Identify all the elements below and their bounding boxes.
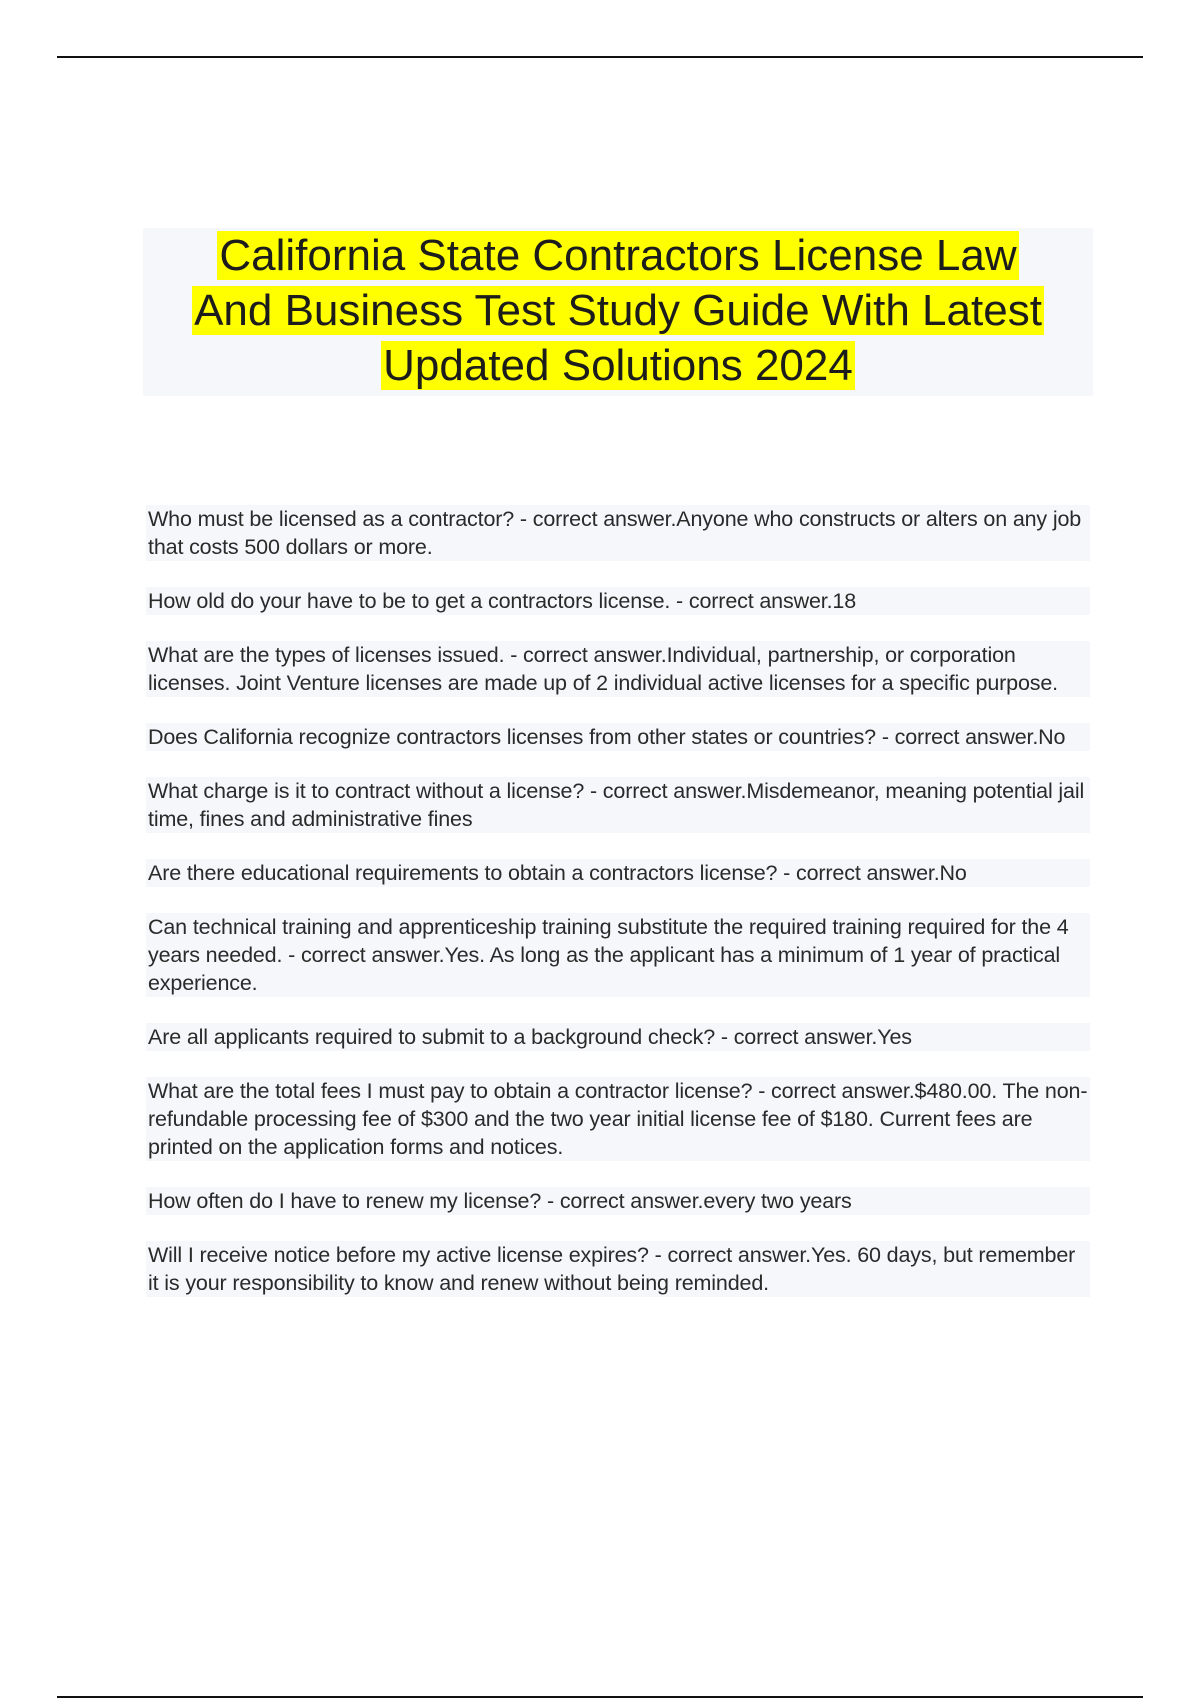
qa-item: Who must be licensed as a contractor? - correct answer.Anyone who constructs or alters on any job that costs 500 dollars or more.: [146, 505, 1090, 561]
qa-item: What are the total fees I must pay to obtain a contractor license? - correct answer.$480.00. The non-refundable processing fee of $300 and the two year initial license fee of $180. Current fees are printed on the application forms and notices.: [146, 1077, 1090, 1161]
bottom-rule: [57, 1696, 1143, 1698]
qa-list: [146, 505, 1090, 1323]
qa-item: What charge is it to contract without a license? - correct answer.Misdemeanor, meaning potential jail time, fines and administrative fines: [146, 777, 1090, 833]
qa-item: Are there educational requirements to obtain a contractors license? - correct answer.No: [146, 859, 1090, 887]
document-title: [143, 228, 1093, 396]
top-rule: [57, 56, 1143, 58]
qa-item: Does California recognize contractors licenses from other states or countries? - correct answer.No: [146, 723, 1090, 751]
qa-item: Will I receive notice before my active license expires? - correct answer.Yes. 60 days, but remember it is your responsibility to know and renew without being reminded.: [146, 1241, 1090, 1297]
qa-item: How old do your have to be to get a contractors license. - correct answer.18: [146, 587, 1090, 615]
qa-item: Are all applicants required to submit to a background check? - correct answer.Yes: [146, 1023, 1090, 1051]
title-line-3: Updated Solutions 2024: [383, 341, 853, 390]
qa-item: Can technical training and apprenticeship training substitute the required training required for the 4 years needed. - correct answer.Yes. As long as the applicant has a minimum of 1 year of practical experience.: [146, 913, 1090, 997]
title-line-2: And Business Test Study Guide With Latest: [194, 286, 1042, 335]
qa-item: How often do I have to renew my license? - correct answer.every two years: [146, 1187, 1090, 1215]
title-line-1: California State Contractors License Law: [219, 231, 1017, 280]
qa-item: What are the types of licenses issued. - correct answer.Individual, partnership, or corporation licenses. Joint Venture licenses are made up of 2 individual active licenses for a specific purpose.: [146, 641, 1090, 697]
